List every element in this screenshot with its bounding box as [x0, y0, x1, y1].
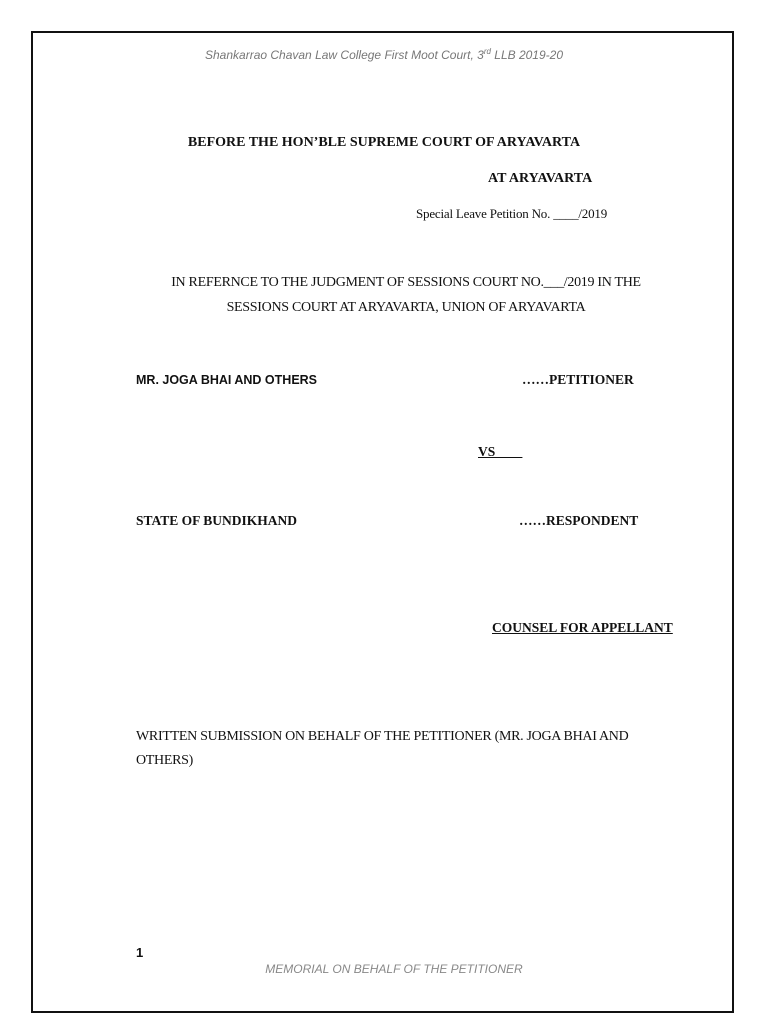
header-superscript: rd: [483, 47, 491, 56]
page-footer: MEMORIAL ON BEHALF OF THE PETITIONER: [265, 962, 523, 976]
header-text-end: LLB 2019-20: [490, 48, 563, 62]
respondent-name: STATE OF BUNDIKHAND: [136, 513, 298, 528]
counsel-heading: COUNSEL FOR APPELLANT: [492, 620, 673, 635]
page-number: 1: [136, 945, 144, 960]
court-place: AT ARYAVARTA: [488, 171, 593, 186]
petitioner-name: MR. JOGA BHAI AND OTHERS: [136, 373, 318, 387]
reference-line-2: SESSIONS COURT AT ARYAVARTA, UNION OF ARYAVARTA: [226, 300, 586, 315]
reference-line-1: IN REFERNCE TO THE JUDGMENT OF SESSIONS COURT NO.___/2019 IN THE: [171, 275, 641, 290]
versus-label: VS____: [478, 444, 523, 459]
page-header: [0, 47, 768, 62]
petition-number: Special Leave Petition No. ____/2019: [416, 206, 608, 221]
submission-text: WRITTEN SUBMISSION ON BEHALF OF THE PETITIONER (MR. JOGA BHAI AND OTHERS): [136, 729, 629, 768]
respondent-label: ……RESPONDENT: [519, 513, 639, 528]
court-title: BEFORE THE HON’BLE SUPREME COURT OF ARYAVARTA: [187, 135, 581, 150]
petitioner-label: ……PETITIONER: [522, 372, 634, 387]
header-text: Shankarrao Chavan Law College First Moot Court, 3: [205, 48, 484, 62]
